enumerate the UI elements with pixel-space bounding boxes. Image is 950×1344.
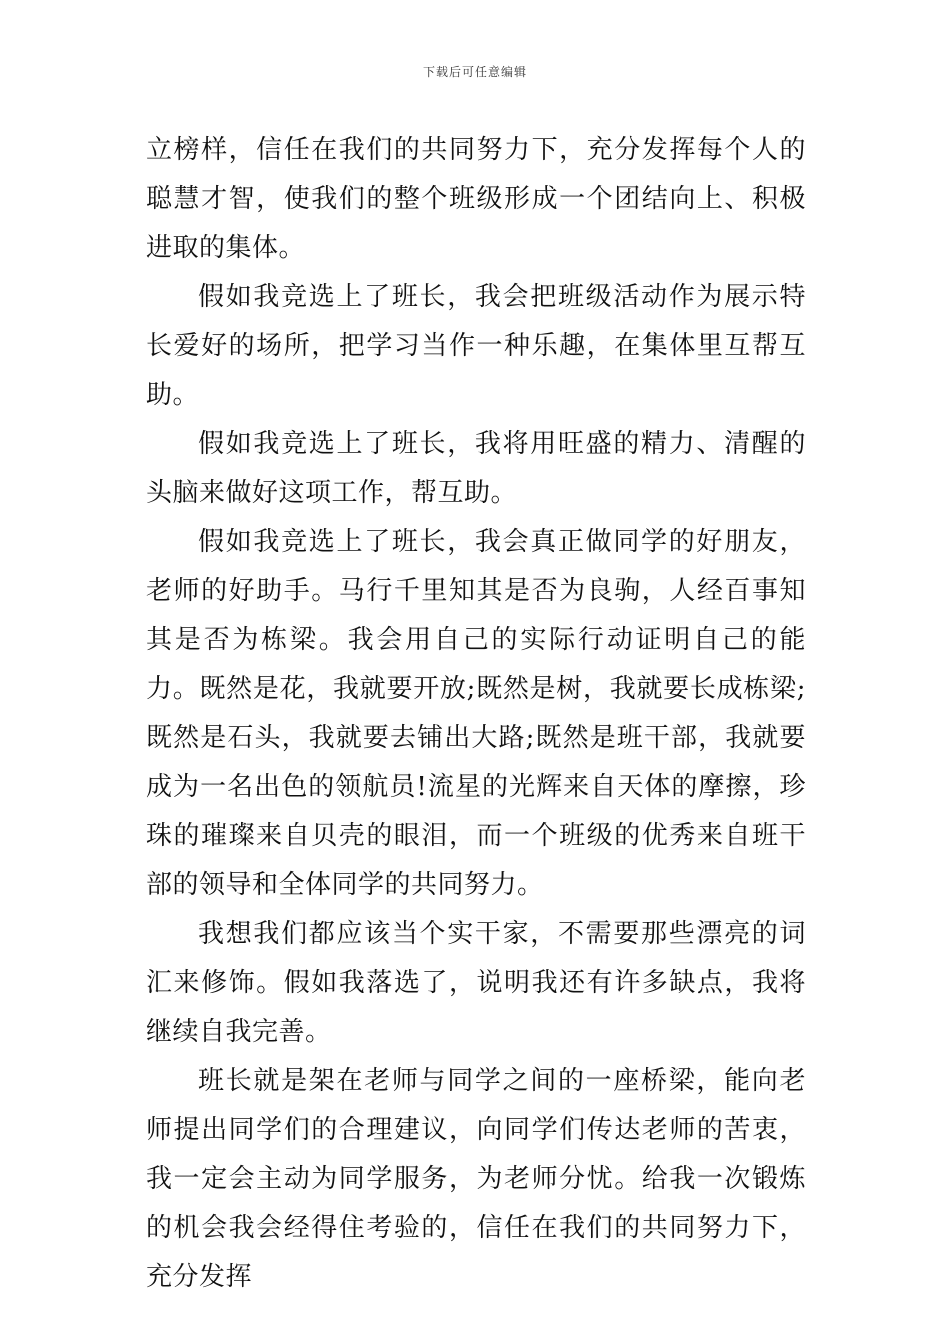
page-header-note: 下载后可任意编辑 <box>422 65 527 79</box>
paragraph-doer: 我想我们都应该当个实干家，不需要那些漂亮的词汇来修饰。假如我落选了，说明我还有许多缺点，我将继续自我完善。 <box>146 919 806 1047</box>
paragraph-friend: 假如我竞选上了班长，我会真正做同学的好朋友，老师的好助手。马行千里知其是否为良驹，人经百事知其是否为栋梁。我会用自己的实际行动证明自己的能力。既然是花，我就要开放;既然是树，我就要长成栋梁;既然是石头，我就要去铺出大路;既然是班干部，我就要成为一名出色的领航员!流星的光辉来自天体的摩擦，珍珠的璀璨来自贝壳的眼泪，而一个班级的优秀来自班干部的领导和全体同学的共同努力。 <box>146 527 806 900</box>
paragraph-bridge: 班长就是架在老师与同学之间的一座桥梁，能向老师提出同学们的合理建议，向同学们传达老师的苦衷，我一定会主动为同学服务，为老师分忧。给我一次锻炼的机会我会经得住考验的，信任在我们的共同努力下，充分发挥 <box>146 1066 806 1292</box>
paragraph-energy: 假如我竞选上了班长，我将用旺盛的精力、清醒的头脑来做好这项工作，帮互助。 <box>146 429 806 508</box>
paragraph-continuation: 立榜样，信任在我们的共同努力下，充分发挥每个人的聪慧才智，使我们的整个班级形成一个团结向上、积极进取的集体。 <box>146 135 806 263</box>
document-body <box>146 126 806 1302</box>
paragraph-activities: 假如我竞选上了班长，我会把班级活动作为展示特长爱好的场所，把学习当作一种乐趣，在集体里互帮互助。 <box>146 282 806 410</box>
